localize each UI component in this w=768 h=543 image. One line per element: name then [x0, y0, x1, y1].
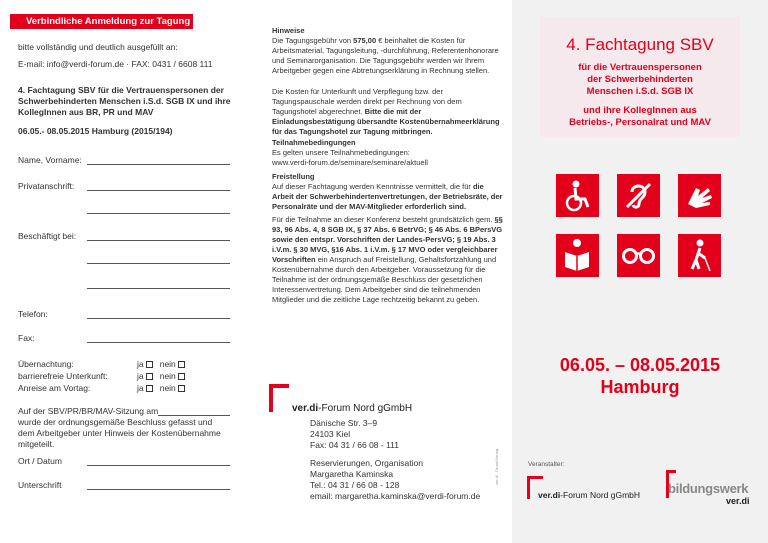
- overnight-no-checkbox[interactable]: [178, 361, 185, 368]
- legal-text-bold: §§ 93, 96 Abs. 4, 8 SGB IX, § 37 Abs. 6 BetrVG; § 46 Abs. 6 BPersVG sowie den entspr. Vorschriften der Landes-PersVG; § 19 Abs. 3 i.V.m. § 30 MVG, §16 Abs. 1 i.V.m. § 17 MVO oder vergleichbarer Vorschriften: [272, 215, 503, 264]
- meeting-line2: wurde der ordnungsgemäße Beschluss gefasst und: [18, 417, 213, 427]
- verdi-flag-icon: [266, 382, 292, 416]
- reservation-name: Margaretha Kaminska: [310, 469, 394, 479]
- org-name-rest: -Forum Nord gGmbH: [318, 403, 413, 414]
- instruction-text: bitte vollständig und deutlich ausgefüllt an:: [18, 42, 178, 52]
- barrierfree-options: [137, 371, 185, 382]
- address-street: Dänische Str. 3–9: [310, 418, 378, 428]
- registration-panel: [0, 0, 256, 543]
- print-note: ver.di · Druck/Verlag: [494, 448, 499, 485]
- cover-subtitle: [512, 62, 768, 98]
- reading-icon: [556, 234, 599, 277]
- phone-field[interactable]: [87, 318, 230, 319]
- address-label: Privatanschrift:: [18, 181, 75, 191]
- overnight-yes-checkbox[interactable]: [146, 361, 153, 368]
- info-panel: [256, 0, 512, 543]
- signature-field[interactable]: [87, 489, 230, 490]
- barrierfree-no-checkbox[interactable]: [178, 373, 185, 380]
- event-title-line3: KollegInnen aus BR, PR und MAV: [18, 107, 154, 117]
- address-field-2[interactable]: [87, 213, 230, 214]
- address-fax: Fax: 04 31 / 66 08 - 111: [310, 440, 399, 450]
- place-date-field[interactable]: [87, 465, 230, 466]
- reservation-phone: Tel.: 04 31 / 66 08 - 128: [310, 480, 400, 490]
- freistellung-bold-text: die Arbeit der Schwerbehindertenvertretungen, der Betriebsräte, der Personalräte und der MAV-Mitglieder erforderlich sind.: [272, 182, 503, 211]
- event-title-line2: Schwerbehinderten Menschen i.S.d. SGB IX und ihre: [18, 96, 231, 106]
- no-label: nein: [159, 371, 176, 381]
- registration-banner: Verbindliche Anmeldung zur Tagung: [10, 14, 193, 29]
- arrival-no-checkbox[interactable]: [178, 385, 185, 392]
- overnight-label: Übernachtung:: [18, 359, 74, 369]
- hinweise-text-2a: Die Kosten für Unterkunft und Verpflegung bzw. der Tagungspauschale werden direkt per Rechnung von dem Tagungshotel abgerechnet.: [272, 87, 462, 116]
- blind-person-icon: [678, 234, 721, 277]
- contact-text: E-mail: info@verdi-forum.de · FAX: 0431 / 6608 111: [18, 59, 213, 69]
- fee-value: 575,00: [353, 36, 377, 45]
- address-field-1[interactable]: [87, 190, 230, 191]
- verdi-brand: ver.di: [538, 490, 561, 500]
- teilnahme-line1: Es gelten unsere Teilnahmebedingungen:: [272, 148, 410, 157]
- hinweise-text-1a: Die Tagungsgebühr von: [272, 36, 354, 45]
- meeting-date-field[interactable]: [158, 415, 230, 416]
- freistellung-text: Auf dieser Fachtagung werden Kenntnisse vermittelt, die für: [272, 182, 473, 191]
- no-label: nein: [159, 359, 176, 369]
- org-name: [292, 403, 412, 414]
- event-dates: 06.05. – 08.05.2015: [559, 355, 721, 375]
- place-date-label: Ort / Datum: [18, 456, 62, 466]
- fax-field[interactable]: [87, 342, 230, 343]
- meeting-line4: mitgeteilt.: [18, 439, 55, 449]
- yes-label: ja: [137, 383, 144, 393]
- name-field[interactable]: [87, 164, 230, 165]
- name-label: Name, Vorname:: [18, 155, 82, 165]
- freistellung-section: [272, 172, 504, 212]
- subtitle-line1: für die Vertrauenspersonen: [578, 62, 702, 73]
- legal-text-b: ein Anspruch auf Freistellung, Gehaltsfortzahlung und Kostenübernahme durch den Arbeitgeber. Voraussetzung für die Teilnahme ist der ordnungsgemäße Beschluss der gesetzlichen Interessenvertretung. Dem Arbeitgeber sind die teilnehmenden Mitglieder und die zeitliche Lage rechtzeitig bekannt zu geben.: [272, 255, 497, 304]
- arrival-options: [137, 383, 185, 394]
- bildungswerk-logo: bildungswerk: [668, 481, 749, 496]
- employer-field-3[interactable]: [87, 288, 230, 289]
- address-city: 24103 Kiel: [310, 429, 351, 439]
- employer-label: Beschäftigt bei:: [18, 231, 77, 241]
- arrival-yes-checkbox[interactable]: [146, 385, 153, 392]
- org-address: [310, 418, 399, 451]
- reservation-heading: Reservierungen, Organisation: [310, 458, 423, 468]
- teilnahme-link[interactable]: www.verdi-forum.de/seminare/seminare/aktuell: [272, 158, 428, 167]
- teilnahme-heading: Teilnahmebedingungen: [272, 138, 356, 147]
- glasses-icon: [617, 234, 660, 277]
- meeting-line3: dem Arbeitgeber unter Hinweis der Kostenübernahme: [18, 428, 221, 438]
- event-date: 06.05.- 08.05.2015 Hamburg (2015/194): [18, 126, 173, 136]
- phone-label: Telefon:: [18, 309, 48, 319]
- no-label: nein: [159, 383, 176, 393]
- verdi-brand: ver.di: [292, 403, 319, 414]
- hinweise-heading: Hinweise: [272, 26, 305, 35]
- cover-title: 4. Fachtagung SBV: [566, 35, 714, 54]
- barrierfree-yes-checkbox[interactable]: [146, 373, 153, 380]
- organizer-label: Veranstalter:: [528, 461, 565, 468]
- yes-label: ja: [137, 371, 144, 381]
- hinweise-text-2b: Bitte die mit der Einladungsbestätigung übersandte Kostenübernahmeerklärung für das Tagungshotel zur Tagung mitbringen.: [272, 107, 500, 136]
- hinweise-section-2: [272, 87, 504, 137]
- cover-audience: [512, 105, 768, 129]
- wheelchair-icon: [556, 174, 599, 217]
- fax-label: Fax:: [18, 333, 35, 343]
- legal-section: [272, 215, 504, 305]
- barrierfree-label: barrierefreie Unterkunft:: [18, 371, 108, 381]
- hinweise-section: [272, 26, 504, 76]
- event-title-line1: 4. Fachtagung SBV für die Vertrauenspersonen der: [18, 85, 224, 95]
- yes-label: ja: [137, 359, 144, 369]
- subtitle-line3: Menschen i.S.d. SGB IX: [586, 86, 694, 97]
- subtitle-line2: der Schwerbehinderten: [587, 74, 693, 85]
- freistellung-heading: Freistellung: [272, 172, 315, 181]
- organizer-name-rest: -Forum Nord gGmbH: [560, 490, 641, 500]
- subtitle-line5: Betriebs-, Personalrat und MAV: [569, 117, 711, 128]
- cover-panel: [512, 0, 768, 543]
- sign-language-icon: [678, 174, 721, 217]
- signature-label: Unterschrift: [18, 480, 62, 490]
- employer-field-1[interactable]: [87, 240, 230, 241]
- hinweise-text-1b: € beinhaltet die Kosten für Arbeitsmaterial, Tagungsleitung, -durchführung, Referentenhonorare und Seminarorganisation. Die Tagungsgebühr werden wir Ihrem Arbeitgeber gegen eine Abtretungserklärung in Rechnung stellen.: [272, 36, 499, 75]
- legal-text-a: Für die Teilnahme an dieser Konferenz besteht grundsätzlich gem.: [272, 215, 495, 224]
- hearing-impaired-icon: [617, 174, 660, 217]
- meeting-line1: Auf der SBV/PR/BR/MAV-Sitzung am: [18, 406, 159, 416]
- organizer-name: [538, 490, 640, 500]
- arrival-label: Anreise am Vortag:: [18, 383, 91, 393]
- bildungswerk-sub: ver.di: [726, 496, 750, 506]
- reservation-email[interactable]: email: margaretha.kaminska@verdi-forum.de: [310, 491, 481, 501]
- subtitle-line4: und ihre KollegInnen aus: [583, 105, 697, 116]
- reservation-block: [310, 458, 480, 502]
- employer-field-2[interactable]: [87, 263, 230, 264]
- teilnahme-section: [272, 138, 504, 168]
- overnight-options: [137, 359, 185, 370]
- event-city: Hamburg: [600, 377, 680, 397]
